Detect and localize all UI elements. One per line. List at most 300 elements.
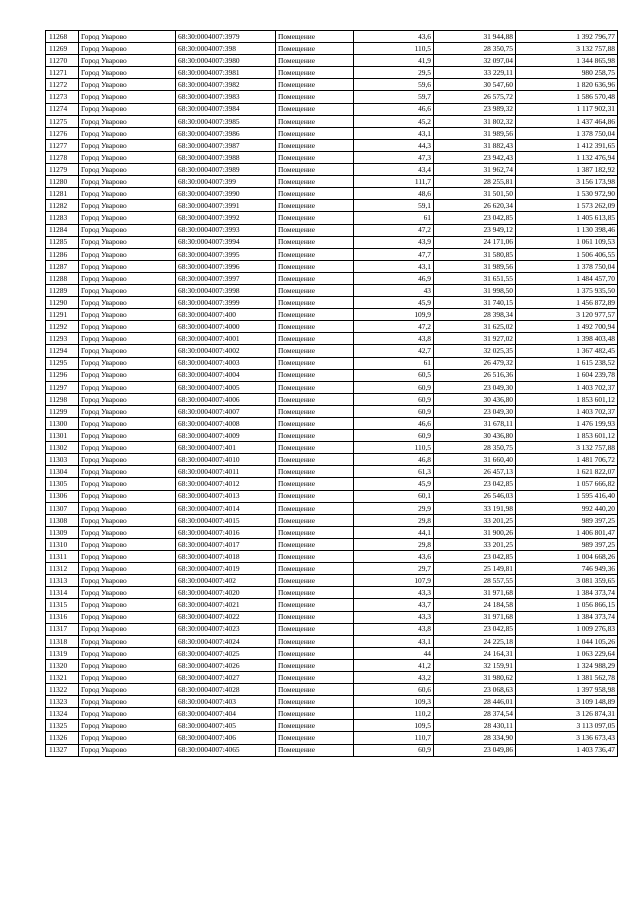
cadastral-value-cell: 1 492 700,94	[516, 321, 618, 333]
row-number: 11327	[46, 744, 79, 756]
area-cell: 44,3	[354, 139, 434, 151]
city-cell: Город Уварово	[79, 345, 176, 357]
cadastral-value-cell: 1 506 406,55	[516, 248, 618, 260]
row-number: 11285	[46, 236, 79, 248]
table-row	[46, 79, 618, 91]
object-type-cell: Помещение	[276, 248, 354, 260]
table-row	[46, 200, 618, 212]
unit-price-cell: 33 229,11	[434, 67, 516, 79]
table-row	[46, 466, 618, 478]
cadastral-value-cell: 3 126 874,31	[516, 708, 618, 720]
unit-price-cell: 32 097,04	[434, 55, 516, 67]
object-type-cell: Помещение	[276, 744, 354, 756]
cadastral-number-cell: 68:30:0004007:404	[176, 708, 276, 720]
row-number: 11302	[46, 442, 79, 454]
cadastral-number-cell: 68:30:0004007:4019	[176, 563, 276, 575]
cadastral-number-cell: 68:30:0004007:403	[176, 696, 276, 708]
table-row	[46, 611, 618, 623]
cadastral-number-cell: 68:30:0004007:398	[176, 43, 276, 55]
city-cell: Город Уварово	[79, 744, 176, 756]
area-cell: 42,7	[354, 345, 434, 357]
area-cell: 110,7	[354, 732, 434, 744]
object-type-cell: Помещение	[276, 684, 354, 696]
city-cell: Город Уварово	[79, 309, 176, 321]
cadastral-number-cell: 68:30:0004007:3987	[176, 139, 276, 151]
row-number: 11315	[46, 599, 79, 611]
unit-price-cell: 24 225,18	[434, 635, 516, 647]
unit-price-cell: 26 516,36	[434, 369, 516, 381]
city-cell: Город Уварово	[79, 478, 176, 490]
object-type-cell: Помещение	[276, 393, 354, 405]
cadastral-number-cell: 68:30:0004007:4022	[176, 611, 276, 623]
cadastral-value-cell: 1 057 666,82	[516, 478, 618, 490]
city-cell: Город Уварово	[79, 551, 176, 563]
city-cell: Город Уварово	[79, 418, 176, 430]
object-type-cell: Помещение	[276, 708, 354, 720]
cadastral-number-cell: 68:30:0004007:4005	[176, 381, 276, 393]
cadastral-number-cell: 68:30:0004007:4008	[176, 418, 276, 430]
object-type-cell: Помещение	[276, 659, 354, 671]
city-cell: Город Уварово	[79, 164, 176, 176]
unit-price-cell: 31 625,02	[434, 321, 516, 333]
table-row	[46, 623, 618, 635]
table-row	[46, 139, 618, 151]
cadastral-value-cell: 1 573 262,09	[516, 200, 618, 212]
row-number: 11305	[46, 478, 79, 490]
row-number: 11296	[46, 369, 79, 381]
table-row	[46, 103, 618, 115]
city-cell: Город Уварово	[79, 647, 176, 659]
area-cell: 43,8	[354, 333, 434, 345]
cadastral-value-cell: 1 476 199,93	[516, 418, 618, 430]
row-number: 11270	[46, 55, 79, 67]
city-cell: Город Уварово	[79, 176, 176, 188]
object-type-cell: Помещение	[276, 623, 354, 635]
cadastral-value-cell: 3 109 148,89	[516, 696, 618, 708]
city-cell: Город Уварово	[79, 224, 176, 236]
table-row	[46, 430, 618, 442]
cadastral-number-cell: 68:30:0004007:4000	[176, 321, 276, 333]
city-cell: Город Уварово	[79, 393, 176, 405]
area-cell: 46,9	[354, 272, 434, 284]
unit-price-cell: 31 944,88	[434, 31, 516, 43]
object-type-cell: Помещение	[276, 67, 354, 79]
row-number: 11297	[46, 381, 79, 393]
cadastral-value-cell: 1 586 570,48	[516, 91, 618, 103]
cadastral-value-cell: 980 258,75	[516, 67, 618, 79]
table-row	[46, 744, 618, 756]
cadastral-value-cell: 1 530 972,90	[516, 188, 618, 200]
table-row	[46, 647, 618, 659]
row-number: 11308	[46, 514, 79, 526]
cadastral-value-cell: 1 604 239,78	[516, 369, 618, 381]
city-cell: Город Уварово	[79, 526, 176, 538]
area-cell: 60,9	[354, 393, 434, 405]
unit-price-cell: 26 575,72	[434, 91, 516, 103]
unit-price-cell: 26 620,34	[434, 200, 516, 212]
cadastral-number-cell: 68:30:0004007:400	[176, 309, 276, 321]
table-row	[46, 188, 618, 200]
cadastral-number-cell: 68:30:0004007:3996	[176, 260, 276, 272]
cadastral-number-cell: 68:30:0004007:3982	[176, 79, 276, 91]
object-type-cell: Помещение	[276, 357, 354, 369]
unit-price-cell: 26 546,03	[434, 490, 516, 502]
row-number: 11321	[46, 671, 79, 683]
unit-price-cell: 23 042,85	[434, 551, 516, 563]
row-number: 11313	[46, 575, 79, 587]
area-cell: 44,1	[354, 526, 434, 538]
unit-price-cell: 31 989,56	[434, 127, 516, 139]
object-type-cell: Помещение	[276, 200, 354, 212]
cadastral-number-cell: 68:30:0004007:4016	[176, 526, 276, 538]
object-type-cell: Помещение	[276, 442, 354, 454]
cadastral-number-cell: 68:30:0004007:4028	[176, 684, 276, 696]
table-row	[46, 321, 618, 333]
cadastral-value-cell: 1 061 109,53	[516, 236, 618, 248]
table-row	[46, 91, 618, 103]
cadastral-value-cell: 1 367 482,45	[516, 345, 618, 357]
city-cell: Город Уварово	[79, 502, 176, 514]
cadastral-number-cell: 68:30:0004007:4026	[176, 659, 276, 671]
city-cell: Город Уварово	[79, 575, 176, 587]
area-cell: 59,6	[354, 79, 434, 91]
object-type-cell: Помещение	[276, 284, 354, 296]
data-table	[45, 30, 618, 757]
unit-price-cell: 23 942,43	[434, 151, 516, 163]
city-cell: Город Уварово	[79, 430, 176, 442]
city-cell: Город Уварово	[79, 538, 176, 550]
object-type-cell: Помещение	[276, 345, 354, 357]
city-cell: Город Уварово	[79, 490, 176, 502]
cadastral-number-cell: 68:30:0004007:401	[176, 442, 276, 454]
city-cell: Город Уварово	[79, 248, 176, 260]
city-cell: Город Уварово	[79, 79, 176, 91]
row-number: 11307	[46, 502, 79, 514]
cadastral-number-cell: 68:30:0004007:4009	[176, 430, 276, 442]
area-cell: 59,1	[354, 200, 434, 212]
unit-price-cell: 30 436,80	[434, 393, 516, 405]
cadastral-value-cell: 1 378 750,04	[516, 260, 618, 272]
area-cell: 46,6	[354, 103, 434, 115]
unit-price-cell: 31 980,62	[434, 671, 516, 683]
unit-price-cell: 31 971,68	[434, 587, 516, 599]
area-cell: 41,9	[354, 55, 434, 67]
unit-price-cell: 28 446,01	[434, 696, 516, 708]
object-type-cell: Помещение	[276, 369, 354, 381]
unit-price-cell: 23 042,85	[434, 212, 516, 224]
cadastral-value-cell: 1 056 866,15	[516, 599, 618, 611]
cadastral-value-cell: 1 406 801,47	[516, 526, 618, 538]
table-row	[46, 478, 618, 490]
city-cell: Город Уварово	[79, 200, 176, 212]
unit-price-cell: 31 900,26	[434, 526, 516, 538]
unit-price-cell: 28 334,90	[434, 732, 516, 744]
cadastral-value-cell: 1 063 229,64	[516, 647, 618, 659]
area-cell: 43,9	[354, 236, 434, 248]
unit-price-cell: 23 949,12	[434, 224, 516, 236]
city-cell: Город Уварово	[79, 212, 176, 224]
area-cell: 61,3	[354, 466, 434, 478]
cadastral-number-cell: 68:30:0004007:3981	[176, 67, 276, 79]
row-number: 11303	[46, 454, 79, 466]
area-cell: 60,9	[354, 430, 434, 442]
table-row	[46, 151, 618, 163]
city-cell: Город Уварово	[79, 260, 176, 272]
city-cell: Город Уварово	[79, 732, 176, 744]
cadastral-value-cell: 1 387 182,92	[516, 164, 618, 176]
table-row	[46, 127, 618, 139]
object-type-cell: Помещение	[276, 538, 354, 550]
cadastral-value-cell: 1 375 935,50	[516, 284, 618, 296]
row-number: 11298	[46, 393, 79, 405]
cadastral-value-cell: 1 004 668,26	[516, 551, 618, 563]
table-row	[46, 696, 618, 708]
row-number: 11292	[46, 321, 79, 333]
row-number: 11283	[46, 212, 79, 224]
table-row	[46, 297, 618, 309]
table-row	[46, 333, 618, 345]
city-cell: Город Уварово	[79, 321, 176, 333]
cadastral-value-cell: 1 405 613,85	[516, 212, 618, 224]
cadastral-number-cell: 68:30:0004007:4017	[176, 538, 276, 550]
object-type-cell: Помещение	[276, 671, 354, 683]
table-row	[46, 176, 618, 188]
object-type-cell: Помещение	[276, 139, 354, 151]
row-number: 11279	[46, 164, 79, 176]
city-cell: Город Уварово	[79, 369, 176, 381]
area-cell: 59,7	[354, 91, 434, 103]
cadastral-number-cell: 68:30:0004007:3994	[176, 236, 276, 248]
object-type-cell: Помещение	[276, 224, 354, 236]
area-cell: 46,8	[354, 454, 434, 466]
unit-price-cell: 26 457,13	[434, 466, 516, 478]
cadastral-value-cell: 1 615 238,52	[516, 357, 618, 369]
unit-price-cell: 31 501,50	[434, 188, 516, 200]
object-type-cell: Помещение	[276, 212, 354, 224]
city-cell: Город Уварово	[79, 563, 176, 575]
unit-price-cell: 31 678,11	[434, 418, 516, 430]
area-cell: 29,8	[354, 538, 434, 550]
row-number: 11280	[46, 176, 79, 188]
cadastral-number-cell: 68:30:0004007:3979	[176, 31, 276, 43]
unit-price-cell: 31 927,02	[434, 333, 516, 345]
city-cell: Город Уварово	[79, 454, 176, 466]
table-row	[46, 575, 618, 587]
cadastral-number-cell: 68:30:0004007:4010	[176, 454, 276, 466]
cadastral-value-cell: 1 381 562,78	[516, 671, 618, 683]
area-cell: 60,5	[354, 369, 434, 381]
city-cell: Город Уварово	[79, 514, 176, 526]
cadastral-value-cell: 1 437 464,86	[516, 115, 618, 127]
table-row	[46, 67, 618, 79]
cadastral-number-cell: 68:30:0004007:3983	[176, 91, 276, 103]
cadastral-number-cell: 68:30:0004007:399	[176, 176, 276, 188]
area-cell: 43,7	[354, 599, 434, 611]
object-type-cell: Помещение	[276, 430, 354, 442]
row-number: 11316	[46, 611, 79, 623]
cadastral-value-cell: 3 156 173,98	[516, 176, 618, 188]
table-row	[46, 538, 618, 550]
table-row	[46, 236, 618, 248]
row-number: 11325	[46, 720, 79, 732]
table-row	[46, 526, 618, 538]
object-type-cell: Помещение	[276, 321, 354, 333]
unit-price-cell: 28 430,11	[434, 720, 516, 732]
unit-price-cell: 28 374,54	[434, 708, 516, 720]
unit-price-cell: 28 398,34	[434, 309, 516, 321]
unit-price-cell: 26 479,32	[434, 357, 516, 369]
row-number: 11310	[46, 538, 79, 550]
area-cell: 43,1	[354, 127, 434, 139]
object-type-cell: Помещение	[276, 478, 354, 490]
object-type-cell: Помещение	[276, 563, 354, 575]
cadastral-number-cell: 68:30:0004007:4015	[176, 514, 276, 526]
object-type-cell: Помещение	[276, 599, 354, 611]
city-cell: Город Уварово	[79, 297, 176, 309]
row-number: 11278	[46, 151, 79, 163]
cadastral-number-cell: 68:30:0004007:4021	[176, 599, 276, 611]
unit-price-cell: 23 068,63	[434, 684, 516, 696]
city-cell: Город Уварово	[79, 31, 176, 43]
area-cell: 43,1	[354, 635, 434, 647]
unit-price-cell: 31 651,55	[434, 272, 516, 284]
cadastral-number-cell: 68:30:0004007:406	[176, 732, 276, 744]
cadastral-value-cell: 1 853 601,12	[516, 430, 618, 442]
row-number: 11272	[46, 79, 79, 91]
cadastral-number-cell: 68:30:0004007:3984	[176, 103, 276, 115]
table-row	[46, 393, 618, 405]
area-cell: 44	[354, 647, 434, 659]
object-type-cell: Помещение	[276, 297, 354, 309]
table-row	[46, 164, 618, 176]
object-type-cell: Помещение	[276, 502, 354, 514]
area-cell: 45,2	[354, 115, 434, 127]
cadastral-value-cell: 1 009 276,83	[516, 623, 618, 635]
area-cell: 43,2	[354, 671, 434, 683]
object-type-cell: Помещение	[276, 272, 354, 284]
table-row	[46, 551, 618, 563]
area-cell: 47,2	[354, 321, 434, 333]
row-number: 11290	[46, 297, 79, 309]
unit-price-cell: 31 998,50	[434, 284, 516, 296]
table-row	[46, 732, 618, 744]
city-cell: Город Уварово	[79, 151, 176, 163]
cadastral-value-cell: 989 397,25	[516, 538, 618, 550]
unit-price-cell: 31 989,56	[434, 260, 516, 272]
area-cell: 46,6	[354, 418, 434, 430]
area-cell: 43,3	[354, 611, 434, 623]
cadastral-number-cell: 68:30:0004007:4007	[176, 405, 276, 417]
object-type-cell: Помещение	[276, 454, 354, 466]
city-cell: Город Уварово	[79, 139, 176, 151]
row-number: 11282	[46, 200, 79, 212]
table-row	[46, 309, 618, 321]
row-number: 11324	[46, 708, 79, 720]
object-type-cell: Помещение	[276, 176, 354, 188]
cadastral-number-cell: 68:30:0004007:405	[176, 720, 276, 732]
city-cell: Город Уварово	[79, 333, 176, 345]
row-number: 11299	[46, 405, 79, 417]
cadastral-value-cell: 1 595 416,40	[516, 490, 618, 502]
object-type-cell: Помещение	[276, 260, 354, 272]
cadastral-value-cell: 1 621 822,07	[516, 466, 618, 478]
object-type-cell: Помещение	[276, 720, 354, 732]
cadastral-number-cell: 68:30:0004007:4013	[176, 490, 276, 502]
object-type-cell: Помещение	[276, 587, 354, 599]
object-type-cell: Помещение	[276, 55, 354, 67]
area-cell: 45,9	[354, 297, 434, 309]
table-body	[46, 31, 618, 757]
table-row	[46, 418, 618, 430]
area-cell: 43,6	[354, 31, 434, 43]
cadastral-value-cell: 1 132 476,94	[516, 151, 618, 163]
city-cell: Город Уварово	[79, 115, 176, 127]
row-number: 11311	[46, 551, 79, 563]
cadastral-value-cell: 1 130 398,46	[516, 224, 618, 236]
object-type-cell: Помещение	[276, 333, 354, 345]
cadastral-value-cell: 1 853 601,12	[516, 393, 618, 405]
city-cell: Город Уварово	[79, 696, 176, 708]
unit-price-cell: 31 580,85	[434, 248, 516, 260]
table-row	[46, 599, 618, 611]
object-type-cell: Помещение	[276, 31, 354, 43]
object-type-cell: Помещение	[276, 635, 354, 647]
area-cell: 47,3	[354, 151, 434, 163]
area-cell: 107,9	[354, 575, 434, 587]
object-type-cell: Помещение	[276, 236, 354, 248]
area-cell: 110,2	[354, 708, 434, 720]
row-number: 11320	[46, 659, 79, 671]
object-type-cell: Помещение	[276, 79, 354, 91]
object-type-cell: Помещение	[276, 127, 354, 139]
cadastral-number-cell: 68:30:0004007:4003	[176, 357, 276, 369]
unit-price-cell: 28 350,75	[434, 442, 516, 454]
table-row	[46, 502, 618, 514]
area-cell: 47,2	[354, 224, 434, 236]
row-number: 11301	[46, 430, 79, 442]
row-number: 11322	[46, 684, 79, 696]
cadastral-value-cell: 3 136 673,43	[516, 732, 618, 744]
city-cell: Город Уварово	[79, 587, 176, 599]
city-cell: Город Уварово	[79, 43, 176, 55]
cadastral-value-cell: 1 403 702,37	[516, 405, 618, 417]
object-type-cell: Помещение	[276, 164, 354, 176]
object-type-cell: Помещение	[276, 103, 354, 115]
unit-price-cell: 23 042,85	[434, 478, 516, 490]
row-number: 11317	[46, 623, 79, 635]
object-type-cell: Помещение	[276, 43, 354, 55]
row-number: 11306	[46, 490, 79, 502]
unit-price-cell: 31 882,43	[434, 139, 516, 151]
unit-price-cell: 24 171,06	[434, 236, 516, 248]
row-number: 11304	[46, 466, 79, 478]
cadastral-number-cell: 68:30:0004007:4006	[176, 393, 276, 405]
unit-price-cell: 23 049,86	[434, 744, 516, 756]
cadastral-number-cell: 68:30:0004007:3999	[176, 297, 276, 309]
cadastral-value-cell: 1 398 403,48	[516, 333, 618, 345]
area-cell: 48,6	[354, 188, 434, 200]
object-type-cell: Помещение	[276, 526, 354, 538]
table-row	[46, 442, 618, 454]
unit-price-cell: 28 255,81	[434, 176, 516, 188]
unit-price-cell: 23 989,32	[434, 103, 516, 115]
cadastral-value-cell: 1 384 373,74	[516, 611, 618, 623]
row-number: 11274	[46, 103, 79, 115]
row-number: 11286	[46, 248, 79, 260]
area-cell: 43,4	[354, 164, 434, 176]
city-cell: Город Уварово	[79, 635, 176, 647]
cadastral-number-cell: 68:30:0004007:3991	[176, 200, 276, 212]
